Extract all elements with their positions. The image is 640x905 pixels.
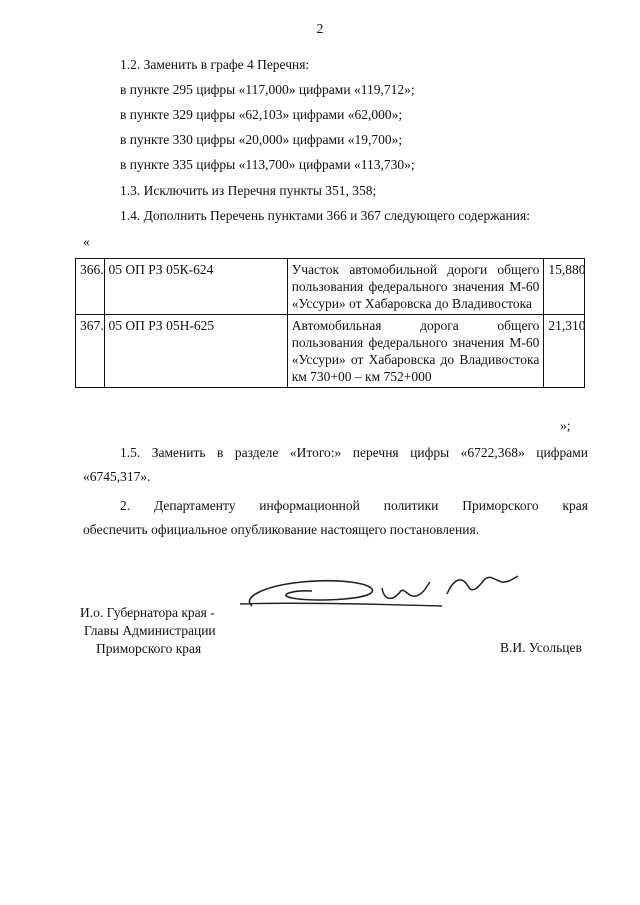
item-1-3: 1.3. Исключить из Перечня пункты 351, 358; <box>120 183 377 198</box>
row-number: 367. <box>76 315 105 388</box>
paragraph-1-5-line-2: «6745,317». <box>83 469 151 484</box>
handwritten-signature <box>232 568 532 618</box>
table-row <box>76 315 585 388</box>
item-1-2-heading: 1.2. Заменить в графе 4 Перечня: <box>120 57 310 72</box>
perechen-table <box>75 258 585 388</box>
road-code: 05 ОП РЗ 05Н-625 <box>104 315 287 388</box>
road-length: 21,310 <box>544 315 585 388</box>
paragraph-1-5-line-1: 1.5. Заменить в разделе «Итого:» перечня цифры «6722,368» цифрами <box>120 445 588 460</box>
item-1-4: 1.4. Дополнить Перечень пунктами 366 и 367 следующего содержания: <box>120 208 530 223</box>
signatory-name: В.И. Усольцев <box>500 640 582 655</box>
replacement-line-329: в пункте 329 цифры «62,103» цифрами «62,000»; <box>120 107 403 122</box>
paragraph-2-line-2: обеспечить официальное опубликование настоящего постановления. <box>83 522 480 537</box>
paragraph-2 <box>83 494 588 542</box>
page-number: 2 <box>316 22 324 37</box>
signatory-title-line-2: Главы Администрации <box>84 623 216 638</box>
signatory-title <box>80 604 216 658</box>
paragraph-2-line-1: 2. Департаменту информационной политики Приморского края <box>120 498 588 513</box>
road-code: 05 ОП РЗ 05К-624 <box>104 259 287 315</box>
row-number: 366. <box>76 259 105 315</box>
table-close-quote: »; <box>560 418 571 433</box>
replacement-line-335: в пункте 335 цифры «113,700» цифрами «113,730»; <box>120 157 415 172</box>
replacement-line-295: в пункте 295 цифры «117,000» цифрами «119,712»; <box>120 82 415 97</box>
road-name: Автомобильная дорога общего пользования федерального значения М-60 «Уссури» от Хабаровска до Владивостока км 730+00 – км 752+000 <box>287 315 544 388</box>
replacement-line-330: в пункте 330 цифры «20,000» цифрами «19,700»; <box>120 132 403 147</box>
paragraph-1-5 <box>83 441 588 489</box>
road-length: 15,880 <box>544 259 585 315</box>
table-open-quote: « <box>83 234 90 249</box>
signatory-title-line-1: И.о. Губернатора края - <box>80 605 215 620</box>
road-name: Участок автомобильной дороги общего пользования федерального значения М-60 «Уссури» от Хабаровска до Владивостока <box>287 259 544 315</box>
signatory-title-line-3: Приморского края <box>96 641 202 656</box>
table-row <box>76 259 585 315</box>
